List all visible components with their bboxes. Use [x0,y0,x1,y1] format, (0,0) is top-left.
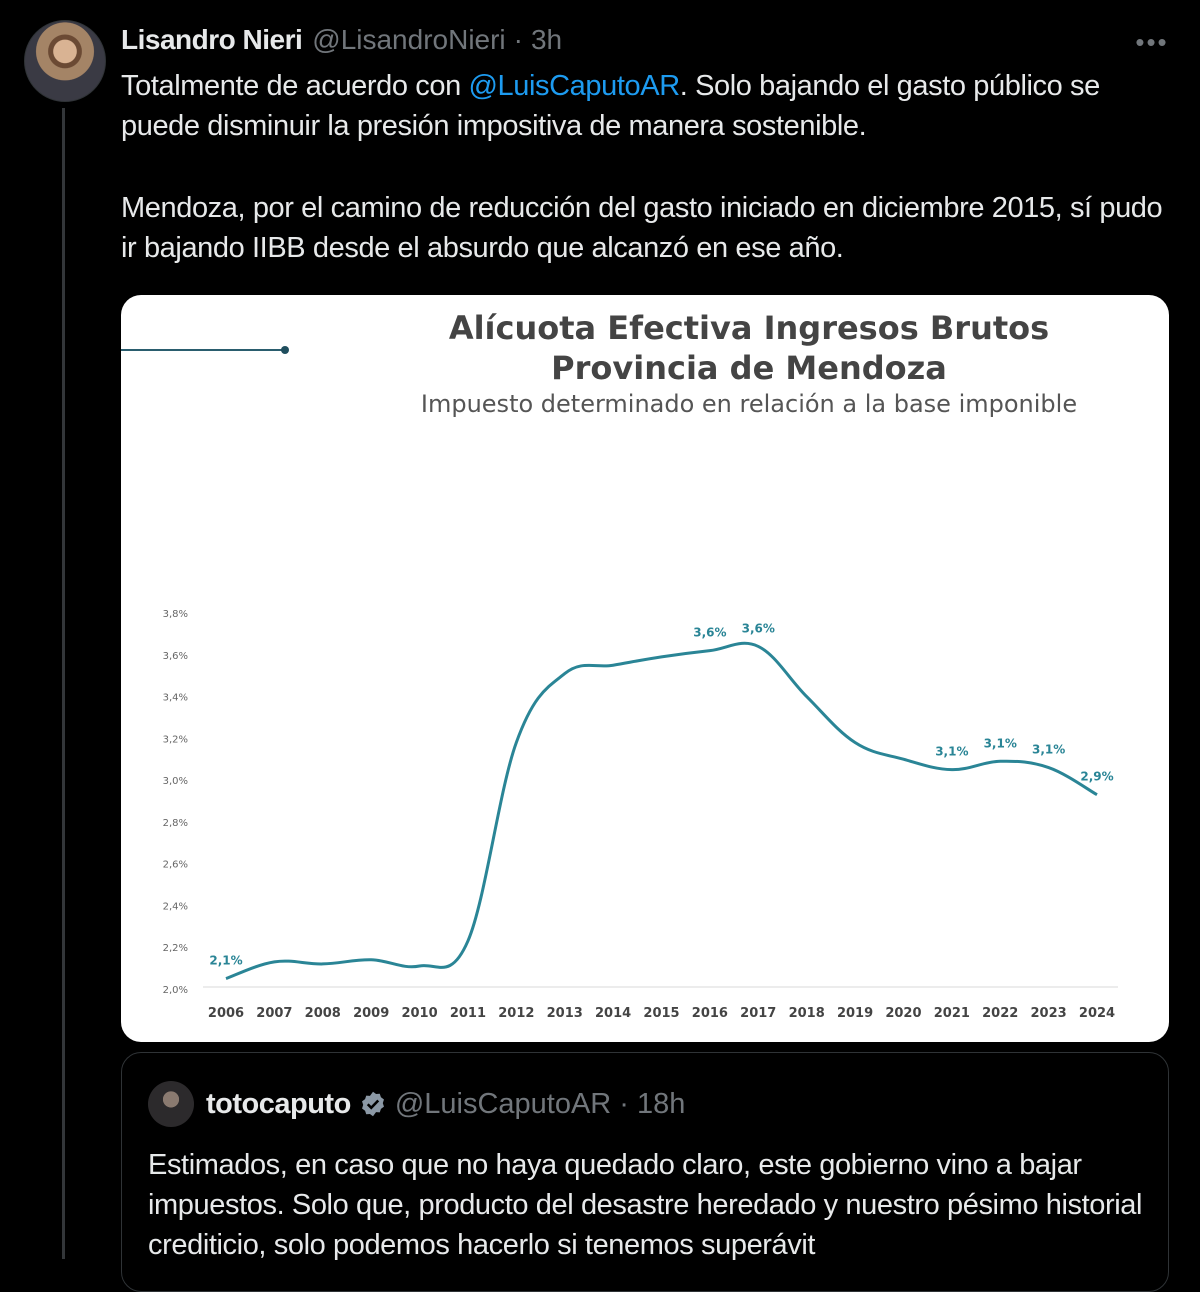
quoted-avatar[interactable] [148,1081,194,1127]
x-tick-label: 2016 [691,1006,728,1021]
quoted-author-handle[interactable]: @LuisCaputoAR [394,1087,612,1120]
tweet-header [121,22,562,58]
data-label: 2,9% [1080,769,1114,784]
thread-line [62,108,65,1259]
y-tick-label: 3,4% [162,692,188,704]
x-tick-label: 2006 [207,1006,245,1021]
tweet-paragraph-2: Mendoza, por el camino de reducción del gasto iniciado en diciembre 2015, sí pudo ir bajando IIBB desde el absurdo que alcanzó en ese año. [121,192,1163,264]
x-tick-label: 2007 [256,1006,293,1021]
tweet-text-part1: Totalmente de acuerdo con [121,70,469,102]
x-tick-label: 2022 [982,1006,1019,1021]
tweet-text-part2: . Solo bajando el gasto público se puede disminuir la presión impositiva de manera sostenible. [121,70,1100,142]
x-tick-label: 2021 [933,1006,970,1021]
y-tick-label: 2,4% [162,901,188,913]
x-tick-label: 2012 [498,1006,535,1021]
tweet-text [121,66,1181,146]
chart-caption: Impuesto determinado en relación a la base imponible [420,390,1078,418]
quoted-author-name[interactable]: totocaputo [206,1087,351,1120]
quoted-timestamp[interactable]: 18h [636,1087,686,1120]
x-tick-label: 2020 [885,1006,922,1021]
quoted-tweet[interactable] [121,1052,1169,1292]
x-tick-label: 2008 [304,1006,341,1021]
data-label: 3,1% [1031,742,1066,757]
tweet-media-chart[interactable] [121,295,1169,1042]
x-tick-label: 2019 [836,1006,874,1021]
y-tick-label: 3,8% [162,609,188,620]
x-tick-label: 2011 [449,1006,487,1021]
author-handle[interactable]: @LisandroNieri [312,24,506,55]
data-label: 3,6% [741,621,775,636]
y-tick-label: 2,8% [162,817,188,829]
quoted-text: Estimados, en caso que no haya quedado claro, este gobierno vino a bajar impuestos. Solo que, producto del desastre heredado y nuestro pésimo historial crediticio, solo podemos hacerlo si tenemos superávit [148,1149,1143,1261]
y-tick-label: 3,2% [162,734,188,746]
x-tick-label: 2010 [401,1006,438,1021]
chart-subtitle: Provincia de Mendoza [551,349,947,387]
line-chart [121,295,1169,1042]
x-tick-label: 2023 [1030,1006,1067,1021]
quoted-separator-dot: · [619,1087,629,1120]
decorative-dot [281,346,289,354]
x-tick-label: 2018 [788,1006,825,1021]
x-tick-label: 2014 [595,1006,632,1021]
x-tick-label: 2024 [1078,1006,1116,1021]
data-label: 3,1% [983,736,1017,751]
y-tick-label: 2,2% [162,943,188,955]
y-tick-label: 2,6% [162,859,188,871]
y-tick-label: 2,0% [162,985,188,996]
mention-link[interactable]: @LuisCaputoAR [468,70,680,102]
separator-dot: · [513,24,523,55]
chart-title: Alícuota Efectiva Ingresos Brutos [448,309,1050,347]
y-tick-label: 3,6% [162,650,188,662]
data-label: 3,6% [693,625,727,640]
y-tick-label: 3,0% [162,776,188,788]
quoted-header [206,1083,685,1125]
avatar[interactable] [24,20,106,102]
timestamp[interactable]: 3h [530,24,563,55]
x-tick-label: 2009 [353,1006,390,1021]
x-tick-label: 2015 [643,1006,680,1021]
verified-badge-icon [359,1090,387,1118]
series-line [226,643,1097,978]
x-tick-label: 2013 [546,1006,583,1021]
ellipsis-icon[interactable]: ••• [1135,27,1169,57]
x-tick-label: 2017 [740,1006,777,1021]
author-name[interactable]: Lisandro Nieri [121,24,303,55]
data-label: 3,1% [935,744,969,759]
data-label: 2,1% [209,953,243,968]
